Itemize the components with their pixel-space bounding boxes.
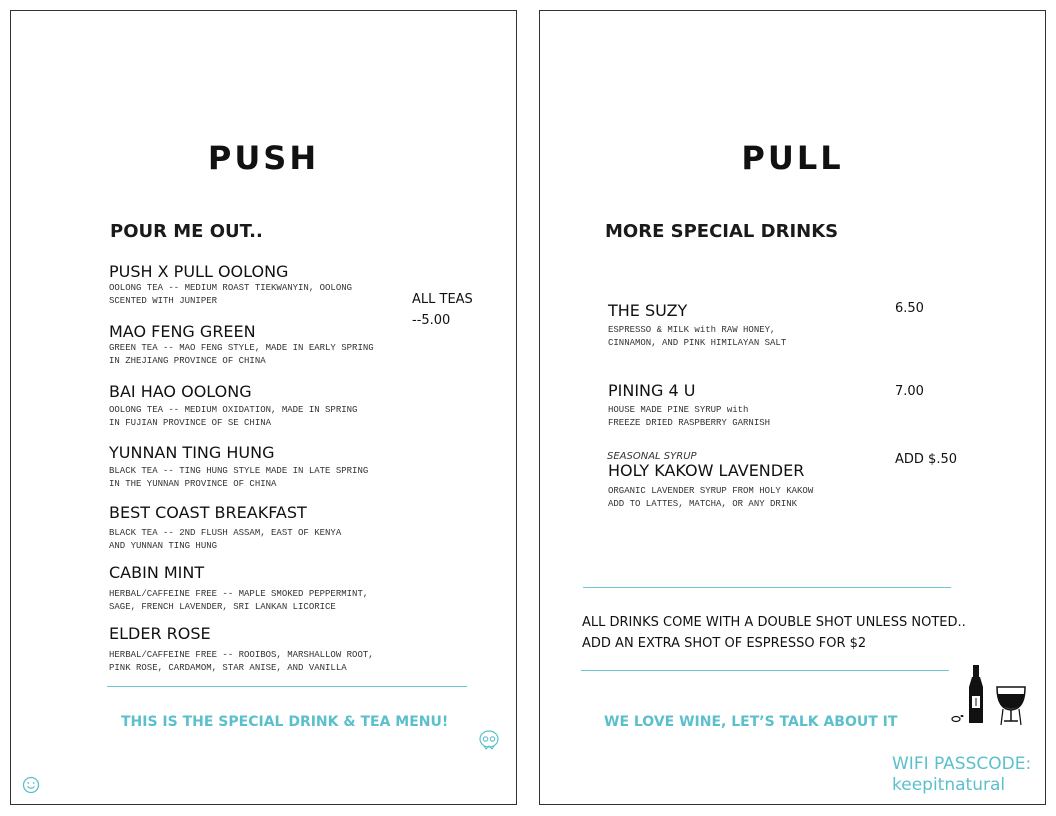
tea-description: OOLONG TEA -- MEDIUM ROAST TIEKWANYIN, OOLONG SCENTED WITH JUNIPER xyxy=(109,283,353,306)
push-menu-page xyxy=(10,10,517,805)
tea-name: MAO FENG GREEN xyxy=(109,322,256,341)
drink-price: ADD $.50 xyxy=(895,452,957,467)
special-menu-footer: THIS IS THE SPECIAL DRINK & TEA MENU! xyxy=(121,714,449,730)
tea-description: GREEN TEA -- MAO FENG STYLE, MADE IN EARLY SPRING IN ZHEJIANG PROVINCE OF CHINA xyxy=(109,343,374,366)
drink-name: HOLY KAKOW LAVENDER xyxy=(608,461,805,480)
pull-title: PULL xyxy=(741,139,844,177)
drink-description: ORGANIC LAVENDER SYRUP FROM HOLY KAKOW ADD TO LATTES, MATCHA, OR ANY DRINK xyxy=(608,486,814,509)
special-drinks-heading: MORE SPECIAL DRINKS xyxy=(605,221,839,242)
tea-name: BEST COAST BREAKFAST xyxy=(109,503,307,522)
tea-name: PUSH X PULL OOLONG xyxy=(109,262,289,281)
drink-price: 6.50 xyxy=(895,301,924,316)
drink-description: HOUSE MADE PINE SYRUP with FREEZE DRIED RASPBERRY GARNISH xyxy=(608,405,771,428)
tea-name: CABIN MINT xyxy=(109,563,205,582)
double-shot-note: ALL DRINKS COME WITH A DOUBLE SHOT UNLESS NOTED.. xyxy=(582,615,966,630)
tea-description: OOLONG TEA -- MEDIUM OXIDATION, MADE IN SPRING IN FUJIAN PROVINCE OF SE CHINA xyxy=(109,405,358,428)
extra-shot-note: ADD AN EXTRA SHOT OF ESPRESSO FOR $2 xyxy=(582,636,867,651)
pull-menu-page xyxy=(539,10,1046,805)
tea-name: ELDER ROSE xyxy=(109,624,211,643)
push-title: PUSH xyxy=(207,139,320,177)
tea-description: BLACK TEA -- 2ND FLUSH ASSAM, EAST OF KENYA AND YUNNAN TING HUNG xyxy=(109,528,342,551)
drink-description: ESPRESSO & MILK with RAW HONEY, CINNAMON, AND PINK HIMILAYAN SALT xyxy=(608,325,787,348)
tea-name: YUNNAN TING HUNG xyxy=(109,443,275,462)
smiley-icon xyxy=(22,776,40,798)
all-teas-label: ALL TEAS xyxy=(412,292,473,307)
wine-glass-icon xyxy=(994,681,1028,733)
tea-name: BAI HAO OOLONG xyxy=(109,382,252,401)
wine-footer: WE LOVE WINE, LET’S TALK ABOUT IT xyxy=(604,714,898,730)
wifi-passcode: keepitnatural xyxy=(892,775,1006,795)
tea-description: HERBAL/CAFFEINE FREE -- ROOIBOS, MARSHALLOW ROOT, PINK ROSE, CARDAMOM, STAR ANISE, AND VANILLA xyxy=(109,650,374,673)
wine-bottle-icon xyxy=(948,663,990,731)
wifi-label: WIFI PASSCODE: xyxy=(892,754,1032,774)
pour-me-out-heading: POUR ME OUT.. xyxy=(110,221,263,242)
tea-description: BLACK TEA -- TING HUNG STYLE MADE IN LATE SPRING IN THE YUNNAN PROVINCE OF CHINA xyxy=(109,466,369,489)
tea-description: HERBAL/CAFFEINE FREE -- MAPLE SMOKED PEPPERMINT, SAGE, FRENCH LAVENDER, SRI LANKAN LICORICE xyxy=(109,589,369,612)
all-teas-price: --5.00 xyxy=(412,313,451,328)
skull-icon xyxy=(478,730,500,754)
drink-price: 7.00 xyxy=(895,384,924,399)
drink-name: THE SUZY xyxy=(608,301,688,320)
divider-line xyxy=(107,686,467,687)
divider-line xyxy=(583,587,951,588)
drink-name: PINING 4 U xyxy=(608,381,696,400)
divider-line xyxy=(581,670,949,671)
seasonal-syrup-tag: SEASONAL SYRUP xyxy=(607,451,697,462)
